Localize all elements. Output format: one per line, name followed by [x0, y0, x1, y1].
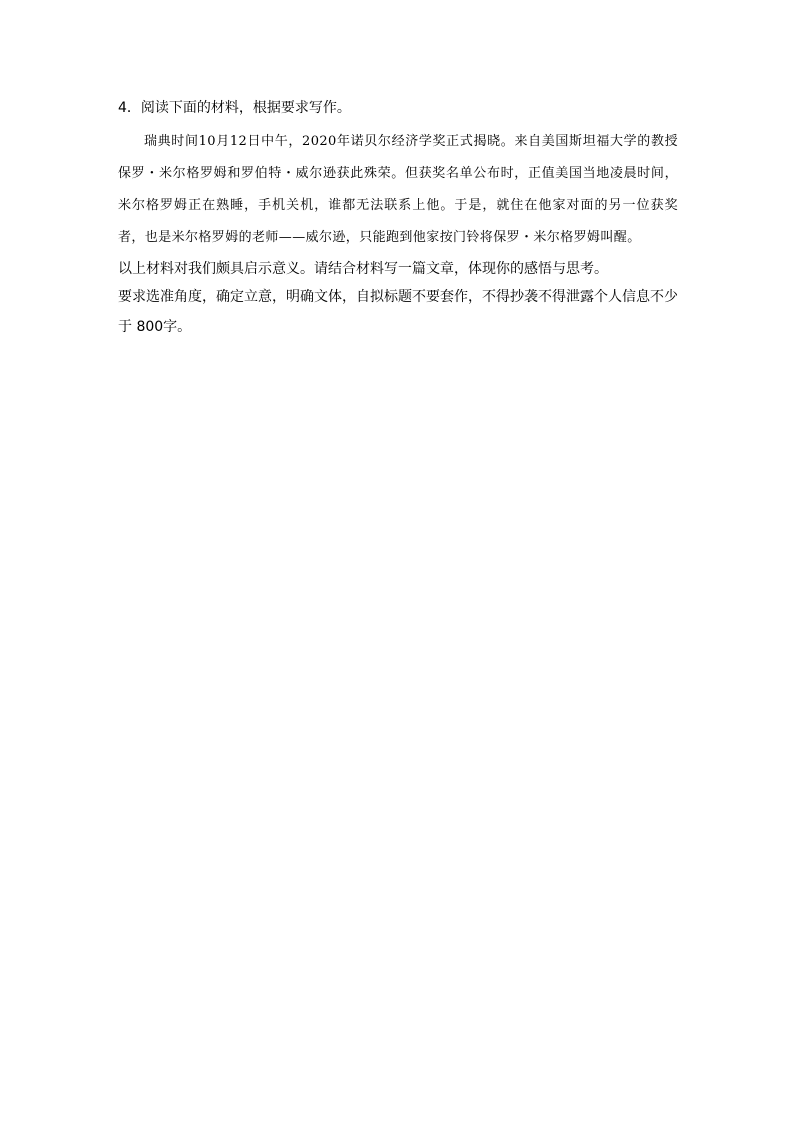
- question-title: 4．阅读下面的材料，根据要求写作。: [118, 100, 351, 116]
- writing-requirement: 要求选准角度，确定立意，明确文体，自拟标题不要套作，不得抄袭不得泄露个人信息不少于 800字。: [118, 289, 678, 335]
- writing-prompt: 以上材料对我们颇具启示意义。请结合材料写一篇文章，体现你的感悟与思考。: [118, 261, 608, 277]
- material-paragraph: 瑞典时间10月12日中午，2020年诺贝尔经济学奖正式揭晓。来自美国斯坦福大学的教授保罗・米尔格罗姆和罗伯特・威尔逊获此殊荣。但获奖名单公布时，正值美国当地凌晨时间，米尔格罗姆正在熟睡，手机关机，谁都无法联系上他。于是，就住在他家对面的另一位获奖者，也是米尔格罗姆的老师——威尔逊，只能跑到他家按门铃将保罗・米尔格罗姆叫醒。: [118, 134, 678, 245]
- question-block: [118, 96, 678, 342]
